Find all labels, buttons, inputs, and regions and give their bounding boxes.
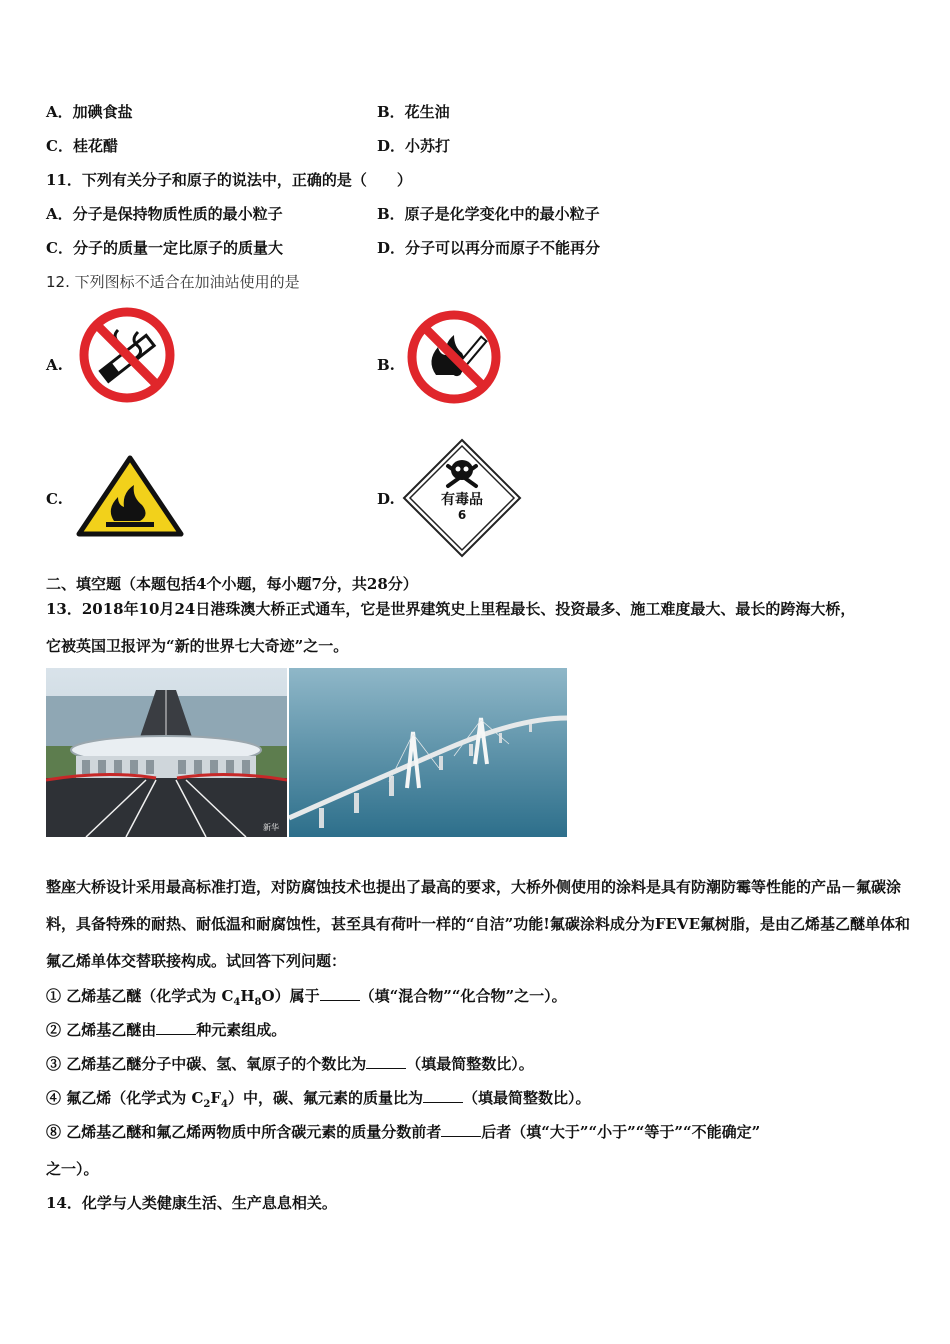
section-title: 二、填空题（本题包括4个小题，每小题7分，共28分） (46, 575, 418, 593)
answer-blank-4[interactable] (423, 1088, 463, 1103)
q13-line1: 13．2018年10月24日港珠澳大桥正式通车，它是世界建筑史上里程最长、投资最多、施工难度最大、最长的跨海大桥， (46, 600, 856, 618)
item4-end: （填最简整数比）。 (463, 1089, 591, 1107)
q12-number: 12. (46, 273, 70, 291)
answer-blank-3[interactable] (366, 1054, 406, 1069)
q12-label-b: B. (377, 356, 395, 374)
item3-end: （填最简整数比）。 (406, 1055, 534, 1073)
bridge-road-image (46, 668, 287, 837)
q12-stem: 下列图标不适合在加油站使用的是 (74, 273, 300, 291)
item5-pre: ⑧ 乙烯基乙醚和氟乙烯两物质中所含碳元素的质量分数前者 (46, 1123, 442, 1141)
q13-item-5 (46, 1122, 760, 1142)
q11-option-c: C．分子的质量一定比原子的质量大 (46, 239, 283, 257)
no-open-flame-icon (406, 309, 502, 405)
item4-sub2: 4 (221, 1099, 228, 1110)
q11-stem: 11．下列有关分子和原子的说法中，正确的是（ ） (46, 171, 412, 189)
q10-option-c: C．桂花醋 (46, 137, 118, 155)
q12-label-d: D. (377, 490, 395, 508)
q13-line2: 它被英国卫报评为“新的世界七大奇迹”之一。 (46, 637, 349, 655)
q12-label-c: C. (46, 490, 63, 508)
no-smoking-icon (78, 306, 176, 404)
item4-pre: ④ 氟乙烯（化学式为 C (46, 1089, 204, 1107)
item5-end: 后者（填“大于”“小于”“等于”“不能确定” (481, 1123, 761, 1141)
answer-blank-1[interactable] (320, 986, 360, 1001)
q13-item-4 (46, 1088, 591, 1115)
item4-mid: ）中，碳、氟元素的质量比为 (227, 1089, 423, 1107)
toxic-diamond-sign (402, 438, 522, 558)
flammable-warning-icon (76, 455, 184, 537)
q10-option-d: D．小苏打 (377, 137, 451, 155)
q13-item-1 (46, 986, 567, 1013)
toxic-class-number: 6 (457, 508, 467, 522)
item2-pre: ② 乙烯基乙醚由 (46, 1021, 157, 1039)
q11-option-d: D．分子可以再分而原子不能再分 (377, 239, 601, 257)
bridge-sea-image (289, 668, 567, 837)
item1-end: （填“混合物”“化合物”之一）。 (359, 987, 567, 1005)
q11-option-b: B．原子是化学变化中的最小粒子 (377, 205, 600, 223)
item1-post: O）属于 (261, 987, 320, 1005)
q13-item-3 (46, 1054, 534, 1074)
answer-blank-2[interactable] (156, 1020, 196, 1035)
bridge-road-photo (46, 668, 287, 837)
item1-pre: ① 乙烯基乙醚（化学式为 C (46, 987, 234, 1005)
item1-sub2: 8 (254, 997, 262, 1008)
q11-option-a: A．分子是保持物质性质的最小粒子 (46, 205, 283, 223)
item4-f: F (210, 1089, 222, 1107)
item1-h: H (240, 987, 255, 1005)
q12-label-a: A. (46, 356, 63, 374)
answer-blank-5[interactable] (441, 1122, 481, 1137)
item3-pre: ③ 乙烯基乙醚分子中碳、氢、氧原子的个数比为 (46, 1055, 367, 1073)
q10-option-b: B．花生油 (377, 103, 450, 121)
toxic-label: 有毒品 (441, 492, 483, 508)
bridge-sea-photo (289, 668, 567, 837)
q14-stem: 14．化学与人类健康生活、生产息息相关。 (46, 1194, 337, 1212)
photo-watermark: 新华 (263, 823, 279, 832)
q12-stem-line (46, 272, 300, 292)
q13-paragraph: 整座大桥设计采用最高标准打造，对防腐蚀技术也提出了最高的要求，大桥外侧使用的涂料是具有防潮防霉等性能的产品－氟碳涂料，具备特殊的耐热、耐低温和耐腐蚀性，甚至具有荷叶一样的“自洁”功能!氟碳涂料成分为FEVE氟树脂，是由乙烯基乙醚单体和氟乙烯单体交替联接构成。试回答下列问题： (46, 878, 910, 970)
q10-option-a: A．加碘食盐 (46, 103, 133, 121)
item2-end: 种元素组成。 (196, 1021, 287, 1039)
item1-sub1: 4 (233, 997, 241, 1008)
item4-sub1: 2 (203, 1099, 211, 1110)
q13-item-5-tail: 之一）。 (46, 1160, 99, 1178)
q13-item-2 (46, 1020, 286, 1040)
